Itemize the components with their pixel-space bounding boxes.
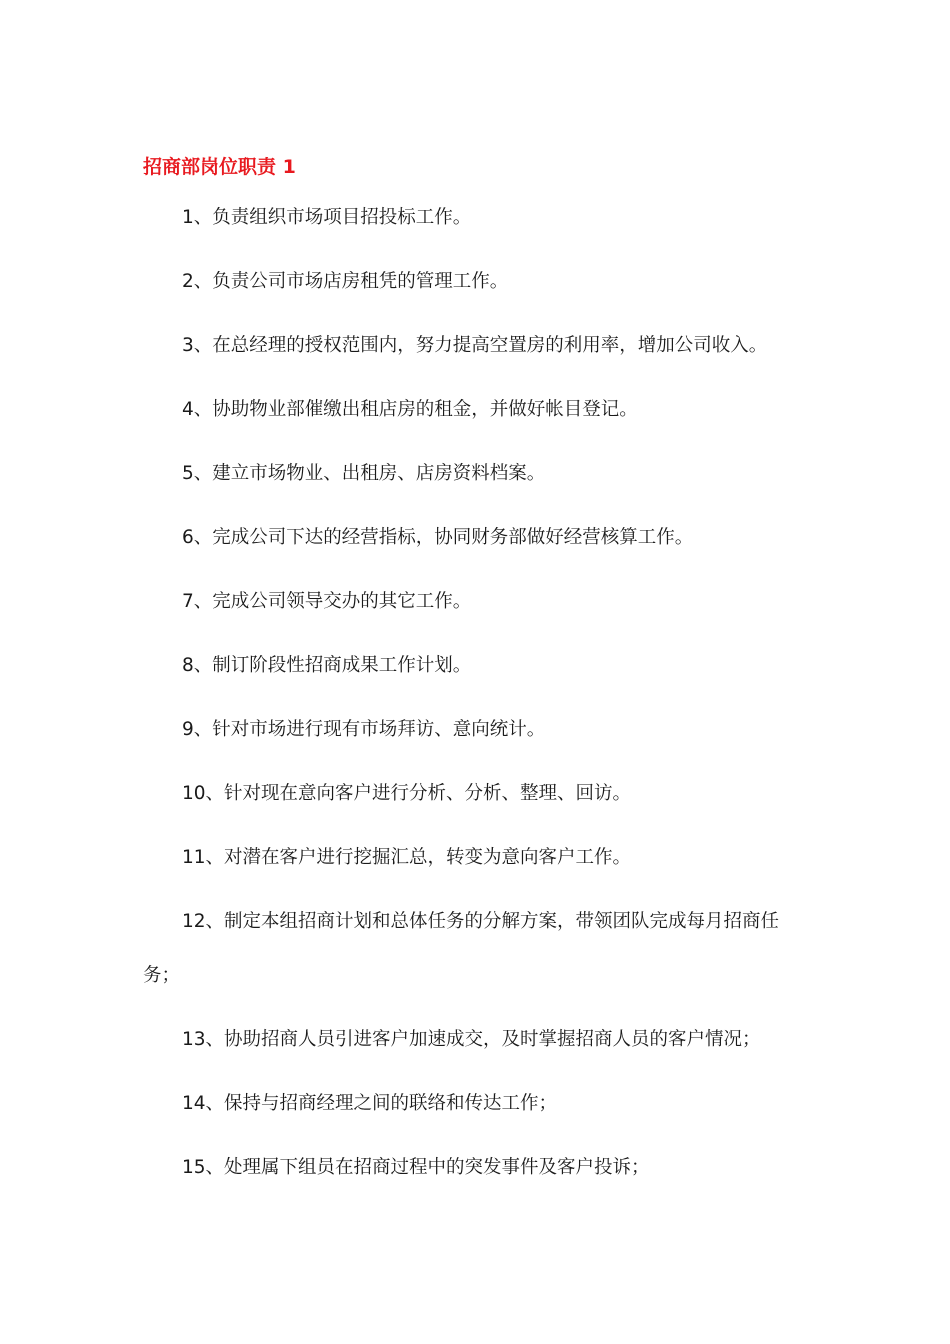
- duty-item-7: 7、完成公司领导交办的其它工作。: [182, 591, 472, 612]
- duty-item-14: 14、保持与招商经理之间的联络和传达工作；: [182, 1093, 558, 1114]
- duty-item-10: 10、针对现在意向客户进行分析、分析、整理、回访。: [182, 783, 632, 804]
- duty-item-4: 4、协助物业部催缴出租店房的租金，并做好帐目登记。: [182, 399, 638, 420]
- document-title: 招商部岗位职责 1: [143, 156, 296, 178]
- duty-item-2: 2、负责公司市场店房租凭的管理工作。: [182, 271, 509, 292]
- duty-item-13: 13、协助招商人员引进客户加速成交，及时掌握招商人员的客户情况；: [182, 1029, 761, 1050]
- duty-item-6: 6、完成公司下达的经营指标，协同财务部做好经营核算工作。: [182, 527, 694, 548]
- duty-list: [143, 202, 815, 1216]
- duty-item-8: 8、制订阶段性招商成果工作计划。: [182, 655, 472, 676]
- duty-item-3: 3、在总经理的授权范围内，努力提高空置房的利用率，增加公司收入。: [182, 335, 768, 356]
- duty-item-9: 9、针对市场进行现有市场拜访、意向统计。: [182, 719, 546, 740]
- duty-item-5: 5、建立市场物业、出租房、店房资料档案。: [182, 463, 546, 484]
- duty-item-15: 15、处理属下组员在招商过程中的突发事件及客户投诉；: [182, 1157, 650, 1178]
- duty-item-11: 11、对潜在客户进行挖掘汇总，转变为意向客户工作。: [182, 847, 632, 868]
- duty-item-1: 1、负责组织市场项目招投标工作。: [182, 207, 472, 228]
- duty-item-12: 12、制定本组招商计划和总体任务的分解方案，带领团队完成每月招商任务；: [143, 911, 780, 986]
